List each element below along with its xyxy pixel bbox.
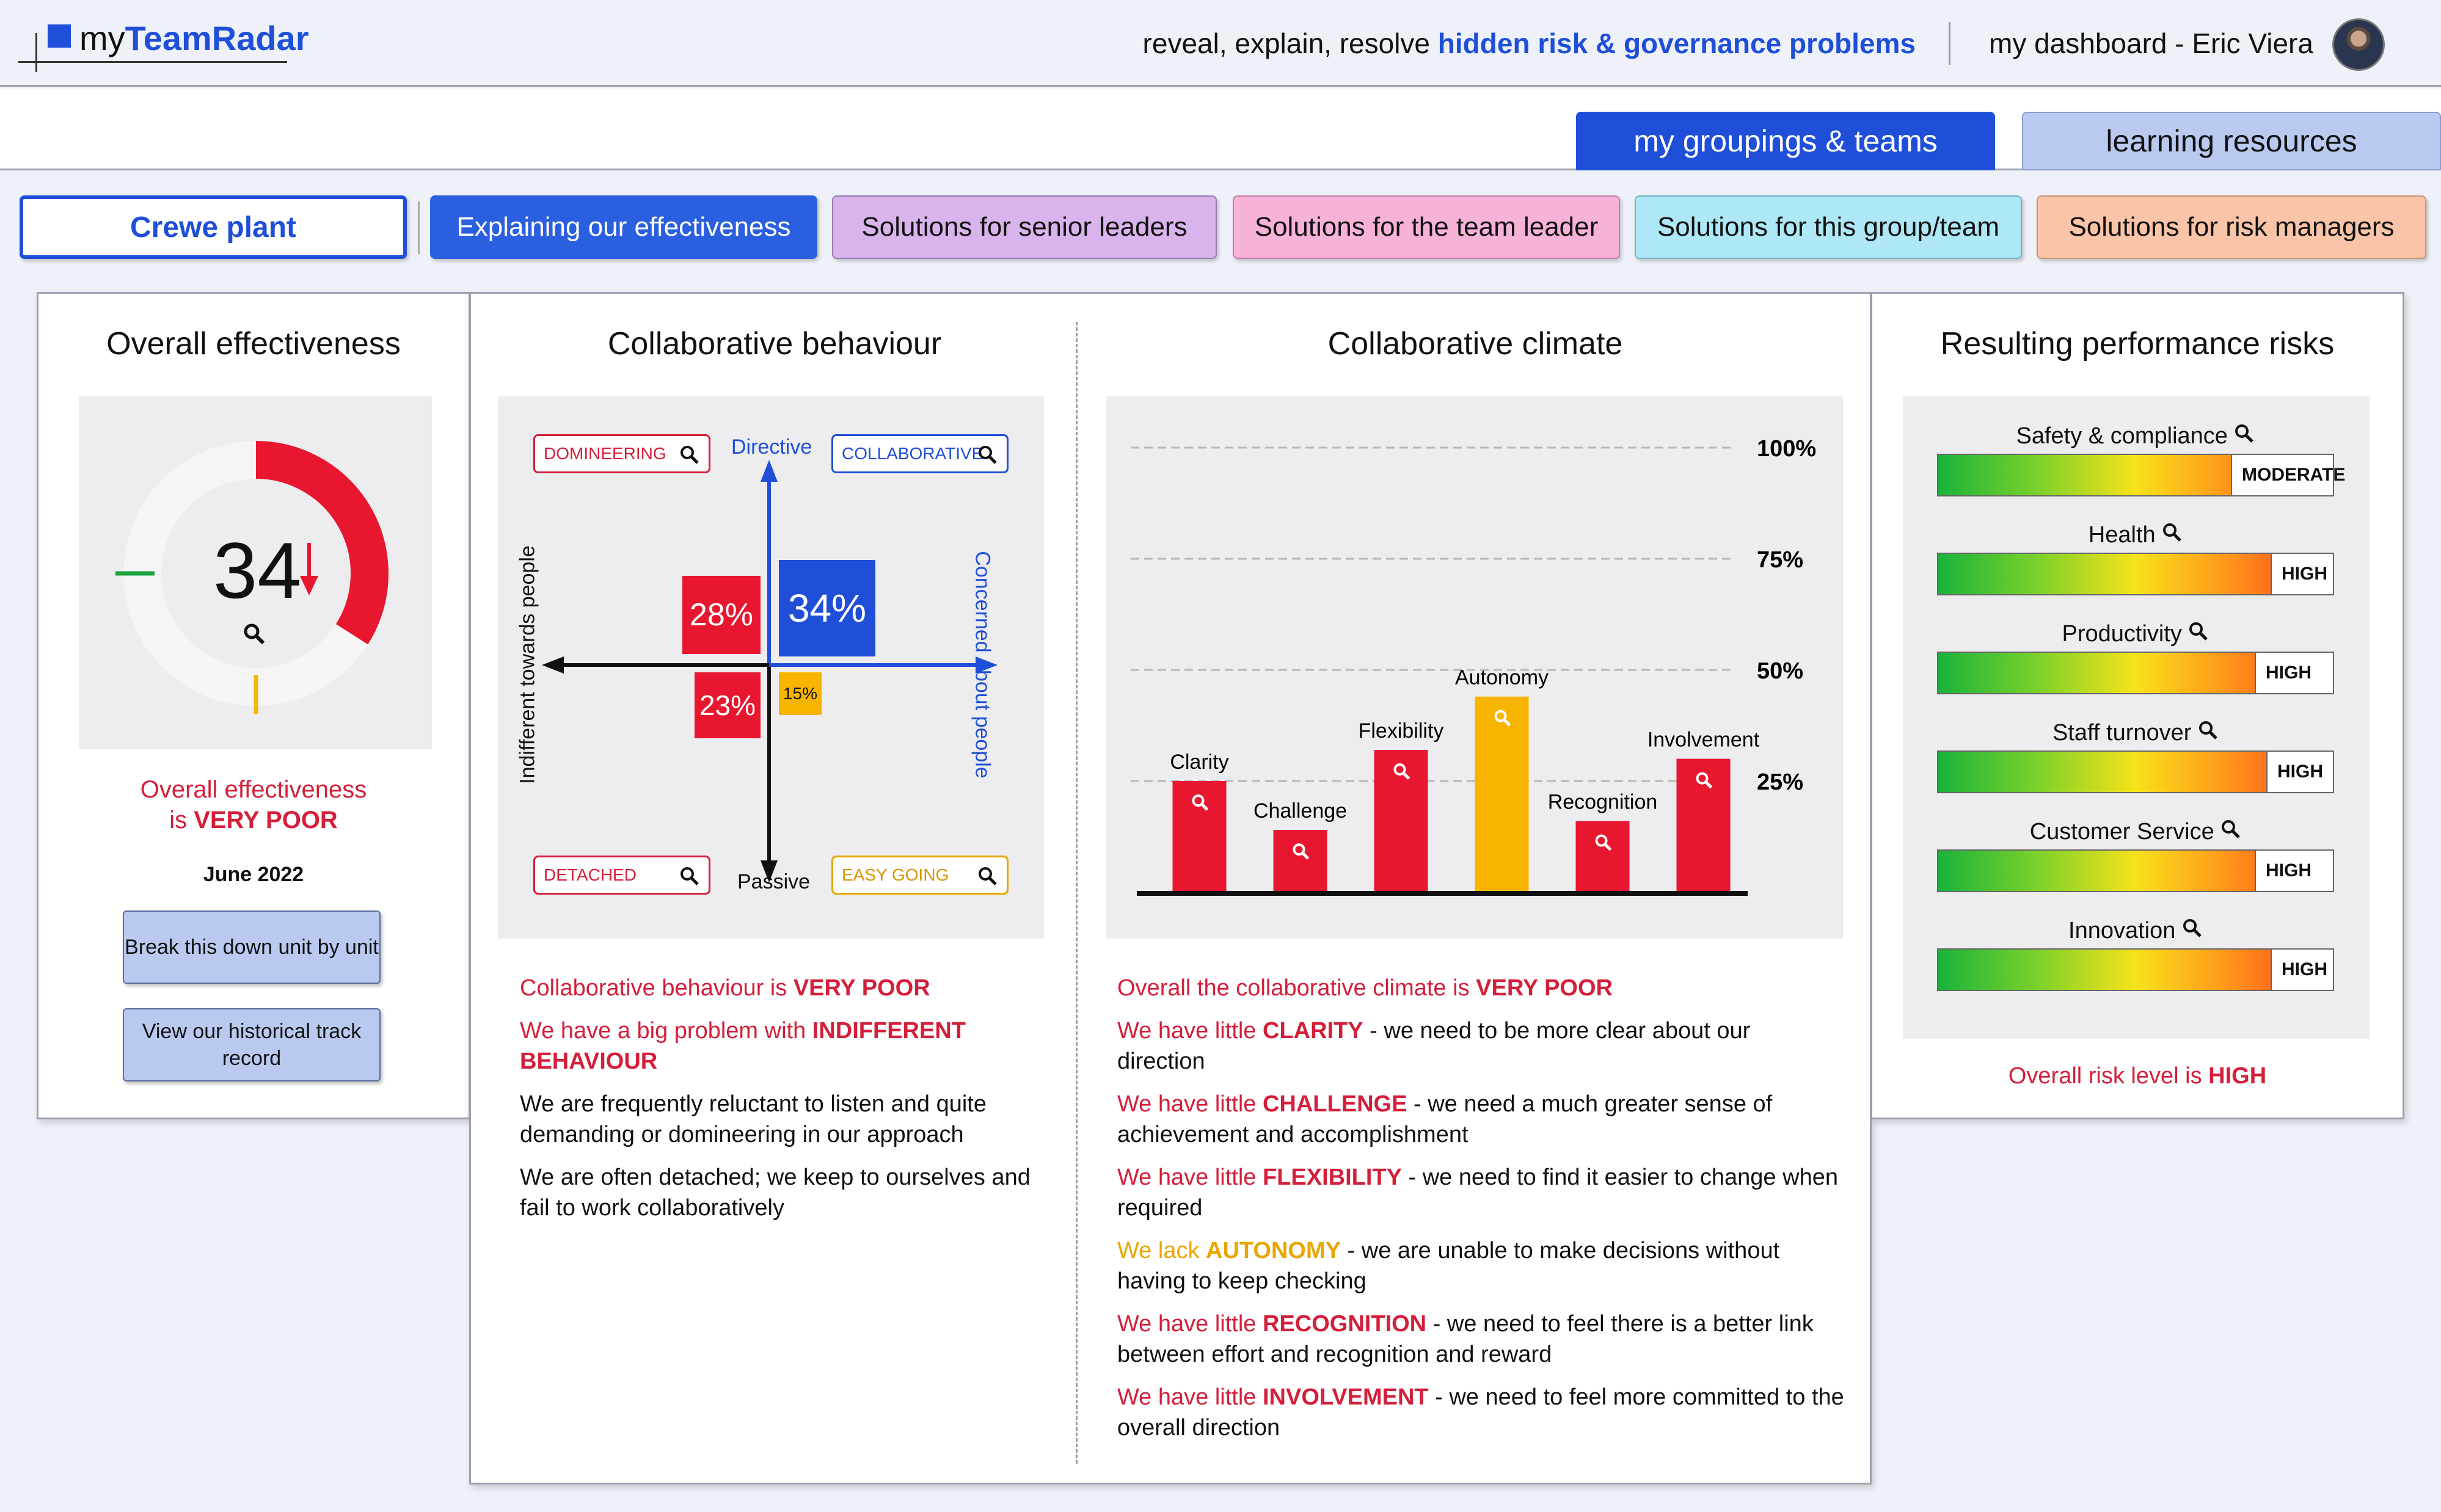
climate-item-key: CHALLENGE: [1262, 1091, 1407, 1117]
risk-level-badge: HIGH: [2255, 652, 2334, 694]
collaborative-behaviour-title: Collaborative behaviour: [607, 326, 942, 362]
magnifier-icon[interactable]: [2198, 720, 2219, 741]
risk-label-text: Productivity: [2062, 621, 2189, 647]
effectiveness-gauge[interactable]: [79, 396, 432, 749]
climate-item-detail: - we need a much greater sense of achievement and accomplishment: [1117, 1091, 1773, 1147]
effectiveness-score: 34: [213, 526, 302, 615]
y-tick-label: 75%: [1757, 547, 1804, 573]
climate-item-challenge: [1117, 1089, 1844, 1150]
nav-solutions-risk-managers[interactable]: Solutions for risk managers: [2037, 195, 2426, 259]
overall-status-plain: is: [169, 807, 194, 834]
risk-label: [1937, 720, 2334, 746]
climate-item-lead: We have little: [1117, 1165, 1263, 1190]
pct-detached: 23%: [695, 672, 761, 738]
overall-risk-level: [1872, 1063, 2403, 1089]
tagline-bold: hidden risk & governance problems: [1437, 27, 1916, 59]
magnifier-icon[interactable]: [977, 445, 998, 465]
panel-divider: [1076, 322, 1078, 1464]
climate-summary-value: VERY POOR: [1476, 975, 1613, 1001]
climate-item-key: INVOLVEMENT: [1262, 1384, 1429, 1410]
quadrant-collaborative-label: COLLABORATIVE: [842, 444, 983, 463]
behaviour-summary: [520, 973, 1051, 1003]
risk-label-text: Safety & compliance: [2016, 423, 2235, 449]
header-divider: [1949, 22, 1950, 65]
magnifier-icon[interactable]: [243, 622, 267, 647]
risk-label-text: Customer Service: [2029, 819, 2221, 845]
climate-item-flexibility: [1117, 1162, 1844, 1223]
risk-label-text: Innovation: [2068, 918, 2182, 943]
climate-item-key: FLEXIBILITY: [1262, 1165, 1402, 1190]
logo-text: [79, 18, 309, 58]
overall-effectiveness-panel: [37, 292, 470, 1119]
nav-solutions-team-leader[interactable]: Solutions for the team leader: [1233, 195, 1620, 259]
y-tick-label: 50%: [1757, 658, 1804, 684]
behaviour-detail-2: We are often detached; we keep to ourselves and fail to work collaboratively: [520, 1165, 1031, 1221]
down-arrow-icon: [299, 543, 319, 598]
climate-item-key: CLARITY: [1262, 1018, 1363, 1044]
bar-label: Flexibility: [1358, 719, 1444, 743]
user-avatar[interactable]: [2332, 18, 2385, 71]
bar-label: Challenge: [1253, 799, 1348, 823]
axis-label-indifferent: Indifferent towards people: [516, 545, 539, 784]
climate-item-lead: We lack: [1117, 1238, 1206, 1263]
axis-label-directive: Directive: [731, 435, 812, 459]
collaborative-climate-title: Collaborative climate: [1327, 326, 1623, 362]
climate-item-autonomy: [1117, 1235, 1844, 1296]
quadrant-domineering-label: DOMINEERING: [544, 444, 666, 463]
tab-learning-resources[interactable]: learning resources: [2022, 112, 2441, 170]
axis-label-concerned: Concerned about people: [971, 551, 994, 779]
bar-label: Autonomy: [1454, 666, 1549, 689]
overall-risk-plain: Overall risk level is: [2008, 1063, 2209, 1089]
overall-status-value: VERY POOR: [194, 807, 338, 834]
quadrant-detached[interactable]: [533, 856, 710, 895]
tab-my-groupings-teams[interactable]: my groupings & teams: [1576, 112, 1995, 170]
header-bar: [0, 0, 2441, 87]
climate-item-detail: - we need to find it easier to change when required: [1117, 1165, 1838, 1221]
behaviour-problem-value: INDIFFERENT BEHAVIOUR: [520, 1018, 966, 1074]
quadrant-detached-label: DETACHED: [544, 865, 637, 884]
nav-solutions-senior-leaders[interactable]: Solutions for senior leaders: [832, 195, 1217, 259]
break-down-by-unit-button[interactable]: Break this down unit by unit: [123, 910, 381, 984]
nav-explaining-effectiveness[interactable]: Explaining our effectiveness: [430, 195, 817, 259]
climate-item-key: AUTONOMY: [1206, 1238, 1341, 1263]
pct-collaborative: 34%: [779, 560, 875, 656]
behaviour-summary-value: VERY POOR: [793, 975, 930, 1001]
risk-label: [1937, 522, 2334, 548]
pct-domineering: 28%: [682, 576, 761, 654]
quadrant-collaborative[interactable]: [831, 434, 1009, 473]
logo-crosshair-vertical: [35, 33, 37, 72]
bar-label: Clarity: [1170, 751, 1229, 774]
app-logo[interactable]: [18, 16, 309, 73]
risk-label-text: Staff turnover: [2052, 720, 2198, 746]
nav-solutions-group-team[interactable]: Solutions for this group/team: [1635, 195, 2022, 259]
climate-summary-plain: Overall the collaborative climate is: [1117, 975, 1476, 1001]
quadrant-domineering[interactable]: [533, 434, 710, 473]
behaviour-quadrant-chart: [498, 396, 1044, 939]
behaviour-summary-plain: Collaborative behaviour is: [520, 975, 794, 1001]
climate-item-lead: We have little: [1117, 1091, 1263, 1117]
view-track-record-button[interactable]: View our historical track record: [123, 1008, 381, 1081]
risk-level-badge: HIGH: [2271, 948, 2334, 991]
risk-row[interactable]: [1937, 819, 2334, 895]
tagline: [1143, 27, 1916, 60]
magnifier-icon[interactable]: [679, 866, 700, 887]
logo-square-icon: [48, 24, 71, 48]
risk-row[interactable]: [1937, 522, 2334, 598]
overall-effectiveness-title: Overall effectiveness: [106, 326, 401, 362]
risk-label: [1937, 621, 2334, 647]
logo-brand: TeamRadar: [125, 19, 309, 57]
bar-label: Recognition: [1547, 790, 1658, 814]
risk-level-badge: HIGH: [2271, 553, 2334, 595]
y-tick-label: 100%: [1757, 436, 1817, 462]
overall-status-line1: Overall effectiveness: [140, 776, 367, 803]
climate-chart-svg: [1106, 396, 1843, 939]
risk-row[interactable]: [1937, 918, 2334, 994]
report-date: June 2022: [203, 863, 304, 886]
risk-row[interactable]: [1937, 720, 2334, 796]
bar-clarity[interactable]: [1173, 781, 1227, 892]
climate-item-lead: We have little: [1117, 1018, 1263, 1044]
nav-divider: [418, 202, 420, 254]
risk-level-badge: MODERATE: [2231, 454, 2334, 496]
climate-item-lead: We have little: [1117, 1311, 1263, 1337]
overall-status-line2: [38, 807, 469, 834]
logo-prefix: my: [79, 19, 125, 57]
climate-item-detail: - we need to be more clear about our direction: [1117, 1018, 1751, 1074]
pct-easy-going: 15%: [779, 672, 822, 715]
climate-summary: [1117, 973, 1838, 1003]
climate-item-involvement: [1117, 1382, 1844, 1443]
magnifier-icon[interactable]: [2234, 423, 2255, 444]
behaviour-problem: [520, 1016, 1051, 1077]
climate-item-recognition: [1117, 1309, 1844, 1370]
unit-selector-button[interactable]: Crewe plant: [20, 195, 407, 259]
y-tick-label: 25%: [1757, 769, 1804, 795]
overall-risk-value: HIGH: [2208, 1063, 2267, 1089]
bar-autonomy[interactable]: [1475, 697, 1529, 892]
bar-involvement[interactable]: [1677, 759, 1731, 892]
climate-item-detail: - we need to feel there is a better link between effort and recognition and reward: [1117, 1311, 1814, 1367]
climate-item-lead: We have little: [1117, 1384, 1263, 1410]
quadrant-easy-going-label: EASY GOING: [842, 865, 949, 884]
risk-label: [1937, 819, 2334, 845]
climate-item-clarity: [1117, 1016, 1844, 1077]
magnifier-icon[interactable]: [2188, 621, 2209, 642]
tagline-plain: reveal, explain, resolve: [1142, 27, 1438, 59]
behaviour-detail-1: We are frequently reluctant to listen and quite demanding or domineering in our approach: [520, 1091, 987, 1147]
climate-item-detail: - we are unable to make decisions without having to keep checking: [1117, 1238, 1780, 1294]
bar-label: Involvement: [1647, 728, 1760, 752]
risk-label: [1937, 918, 2334, 944]
climate-item-detail: - we need to feel more committed to the overall direction: [1117, 1384, 1844, 1441]
magnifier-icon[interactable]: [2162, 522, 2183, 543]
bar-flexibility[interactable]: [1374, 750, 1428, 892]
risk-row[interactable]: [1937, 423, 2346, 499]
bar-challenge[interactable]: [1274, 830, 1327, 892]
dashboard-user-link[interactable]: my dashboard - Eric Viera: [1989, 27, 2313, 59]
magnifier-icon[interactable]: [2220, 819, 2241, 840]
performance-risks-title: Resulting performance risks: [1940, 326, 2335, 362]
behaviour-problem-plain: We have a big problem with: [520, 1018, 812, 1044]
magnifier-icon[interactable]: [977, 866, 998, 887]
risk-meters: [1903, 396, 2370, 1039]
magnifier-icon[interactable]: [679, 445, 700, 465]
climate-bar-chart: [1106, 396, 1843, 939]
risk-level-badge: HIGH: [2255, 849, 2334, 892]
axis-label-passive: Passive: [737, 870, 811, 893]
risk-level-badge: HIGH: [2266, 751, 2334, 793]
risk-label-text: Health: [2088, 522, 2162, 548]
climate-item-key: RECOGNITION: [1262, 1311, 1427, 1337]
risk-label: [1937, 423, 2334, 449]
logo-crosshair-horizontal: [18, 61, 287, 63]
behaviour-climate-panel: [469, 292, 1872, 1485]
top-tab-bar: [0, 89, 2441, 170]
quadrant-easy-going[interactable]: [831, 856, 1009, 895]
risk-row[interactable]: [1937, 621, 2334, 697]
performance-risks-panel: [1870, 292, 2404, 1119]
magnifier-icon[interactable]: [2182, 918, 2203, 939]
bar-recognition[interactable]: [1576, 821, 1630, 892]
